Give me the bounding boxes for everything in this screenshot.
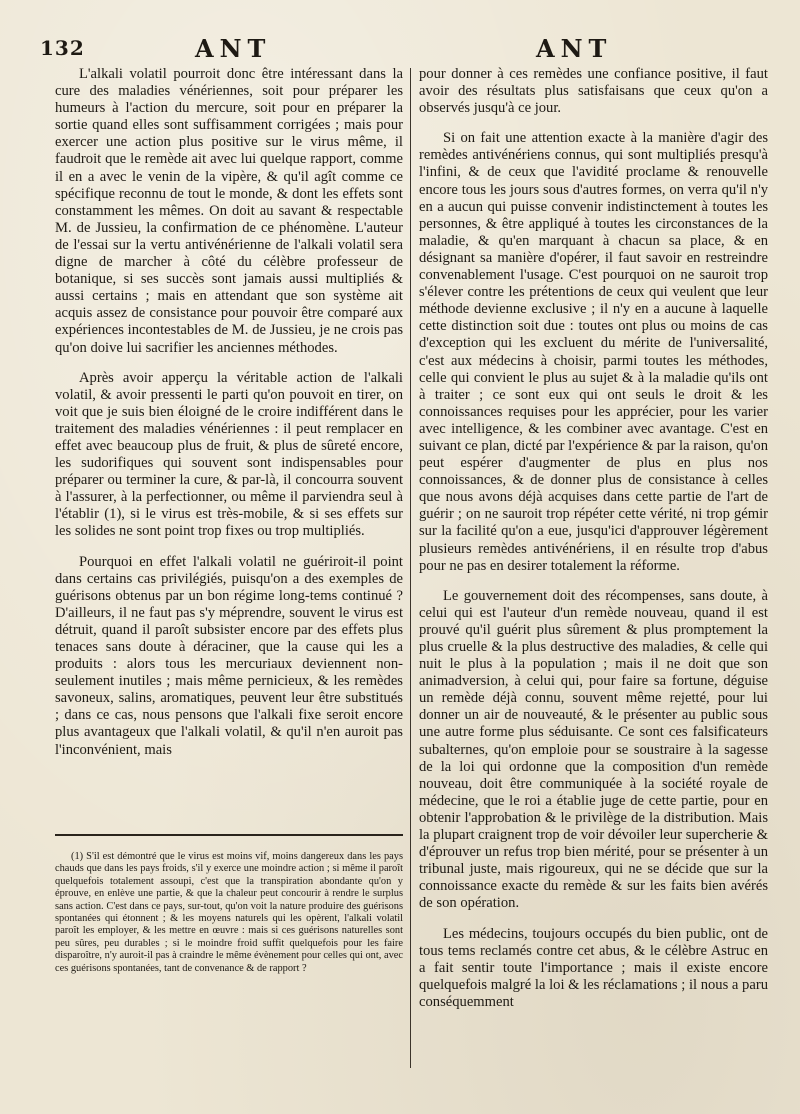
body-paragraph: Les médecins, toujours occupés du bien public, ont de tous tems reclamés contre cet abus, & le célèbre Astruc en a fait sentir toute l'importance ; mais il existe encore quelquefois malgré la loi & les réclamations ; il nous a paru conséquemment	[419, 925, 768, 1010]
right-column	[419, 66, 768, 1011]
body-paragraph: L'alkali volatil pourroit donc être intéressant dans la cure des maladies vénériennes, soit pour préparer les humeurs à l'action du mercure, soit pour en préparer la sortie quand elles sont suffisamment corrigées ; mais pour exercer une action plus positive sur le virus même, il faudroit que le remède ait avec lui quelque rapport, comme il en a avec le venin de la vipère, & qu'il agît comme ce spécifique reconnu de tout le monde, & dont les effets sont constamment les mêmes. On doit au savant & respectable M. de Jussieu, la confirmation de ce phénomène. L'auteur de l'essai sur la vertu antivénérienne de l'alkali volatil sera digne de marcher à côté du célèbre professeur de botanique, si ses succès sont jamais aussi multipliés & aussi certains ; mais en attendant que son système ait acquis assez de consistance pour pouvoir être comparé aux expériences incontestables de M. de Jussieu, je ne crois pas qu'on doive lui sacrifier les anciennes méthodes.	[55, 66, 403, 356]
page-number: 132	[40, 36, 85, 60]
body-paragraph: Le gouvernement doit des récompenses, sans doute, à celui qui est l'auteur d'un remède nouveau, quand il est prouvé qu'il guérit plus sûrement & plus promptement la plus cruelle & la plus destructive des maladies, & celle qui nuit le plus à la population ; mais il ne doit que son animadversion, à celui qui, pour faire sa fortune, déguise un remède déjà connu, souvent même rejetté, pour lui donner un air de nouveauté, & le présenter au public sous une autre forme plus séduisante. Ce sont ces falsificateurs subalternes, qu'on emploie pour se soustraire à la sagesse de la loi qui ordonne que la composition d'un remède nouveau, doit être communiquée à la société royale de médecine, que le roi a établie juge de cette partie, pour en obtenir l'approbation & le privilège de la distribution. Mais la plupart craignent trop de voir dévoiler leur supercherie & d'éprouver un refus trop bien mérité, pour se présenter à un tribunal juste, mais rigoureux, qui ne se décide que sur la connoissance exacte du remède & sur les faits bien avérés de son opération.	[419, 587, 768, 912]
footnote: (1) S'il est démontré que le virus est moins vif, moins dangereux dans les pays chauds que dans les pays froids, s'il y exerce une moindre action ; si même il paroît quelquefois totalement assoupi, c'est que la transpiration abondante qu'on y éprouve, en enlève une partie, & que la chaleur peut concourir à rendre le surplus sans action. C'est dans ce pays, sur-tout, qu'on voit la nature produire des guérisons spontanées qui étonnent ; & les moyens naturels qui les opèrent, l'alkali volatil paroît les employer, & les mettre en œuvre : mais si ces guérisons naturelles sont peu sûres, peu durables ; si le moindre froid suffit quelquefois pour les faire disparoître, n'y auroit-il pas à craindre le même évènement pour celles qui ont, avec ces guérisons spontanées, tant de convenance & de rapport ?	[55, 851, 403, 974]
body-paragraph: Après avoir apperçu la véritable action de l'alkali volatil, & avoir pressenti le parti qu'on pouvoit en tirer, on voit que je suis bien éloigné de le croire indifférent dans le traitement des maladies vénériennes : il peut remplacer en effet avec beaucoup plus de fruit, & plus de sûreté encore, les sudorifiques qui souvent sont indispensables pour préparer ou terminer la cure, & par-là, il concourra souvent à l'assurer, à la perfectionner, ou même il parviendra seul à l'établir (1), si le virus est très-mobile, & si ses effets sur les solides ne sont point trop fixes ou trop multipliés.	[55, 369, 403, 540]
running-head-right: ANT	[536, 34, 613, 63]
body-paragraph: Si on fait une attention exacte à la manière d'agir des remèdes antivénériens connus, qui sont multipliés presqu'à l'infini, & de ceux que l'avidité proclame & renouvelle encore tous les jours sous d'autres formes, on verra qu'il n'y en a aucun qui puisse convenir indistinctement à toutes les personnes, & être appliqué à toutes les circonstances de la maladie, & qu'en marquant à chacun sa place, & en désignant sa manière d'opérer, il faut savoir en restreindre convenablement l'usage. C'est pourquoi on ne sauroit trop s'élever contre les prétentions de ceux qui veulent que leur méthode devienne exclusive ; il n'y en a aucune à laquelle cette distinction soit due : toutes ont plus ou moins de cas d'exception qui les excluent du mérite de l'universalité, c'est aux médecins à choisir, parmi toutes les méthodes, celle qui convient le plus au sujet & à la maladie qu'ils ont à traiter ; ce sont eux qui ont seuls le droit & les connoissances requises pour les apprécier, pour les varier avec intelligence, & les combiner avec avantage. C'est en suivant ce plan, dicté par l'expérience & par la raison, qu'on peut espérer d'augmenter de plus en plus nos connoissances, & de donner plus de consistance à celles que nous avons déjà acquises dans cette partie de l'art de guérir ; on ne sauroit trop répéter cette vérité, ni trop gémir sur la facilité qu'on a eue, jusqu'ici d'approuver légèrement plusieurs remèdes antivénériens, il en résulte trop d'abus pour ne pas en desirer totalement la réforme.	[419, 130, 768, 574]
footnote-rule	[55, 834, 403, 836]
page-header	[40, 34, 760, 64]
body-paragraph: pour donner à ces remèdes une confiance positive, il faut avoir des résultats plus satisfaisans que ceux qu'on a observés jusqu'à ce jour.	[419, 66, 768, 117]
column-divider	[410, 68, 411, 1068]
left-column	[55, 66, 403, 759]
body-paragraph: Pourquoi en effet l'alkali volatil ne guériroit-il point dans certains cas privilégiés, puisqu'on a des exemples de guérisons obtenus par un bon régime long-tems continué ? D'ailleurs, il ne faut pas s'y méprendre, souvent le virus est détruit, quand il paroît subsister encore par des effets plus tenaces sans doute à déraciner, que la cause qui les a produits : alors tous les mercuriaux deviennent non-seulement inutiles ; mais même pernicieux, & les remèdes savoneux, salins, aromatiques, peuvent leur être substitués ; dans ce cas, nous pensons que l'alkali fixe seroit encore plus avantageux que l'alkali volatil, & qu'il n'en auroit pas l'inconvénient, mais	[55, 553, 403, 758]
running-head-left: ANT	[195, 34, 272, 63]
